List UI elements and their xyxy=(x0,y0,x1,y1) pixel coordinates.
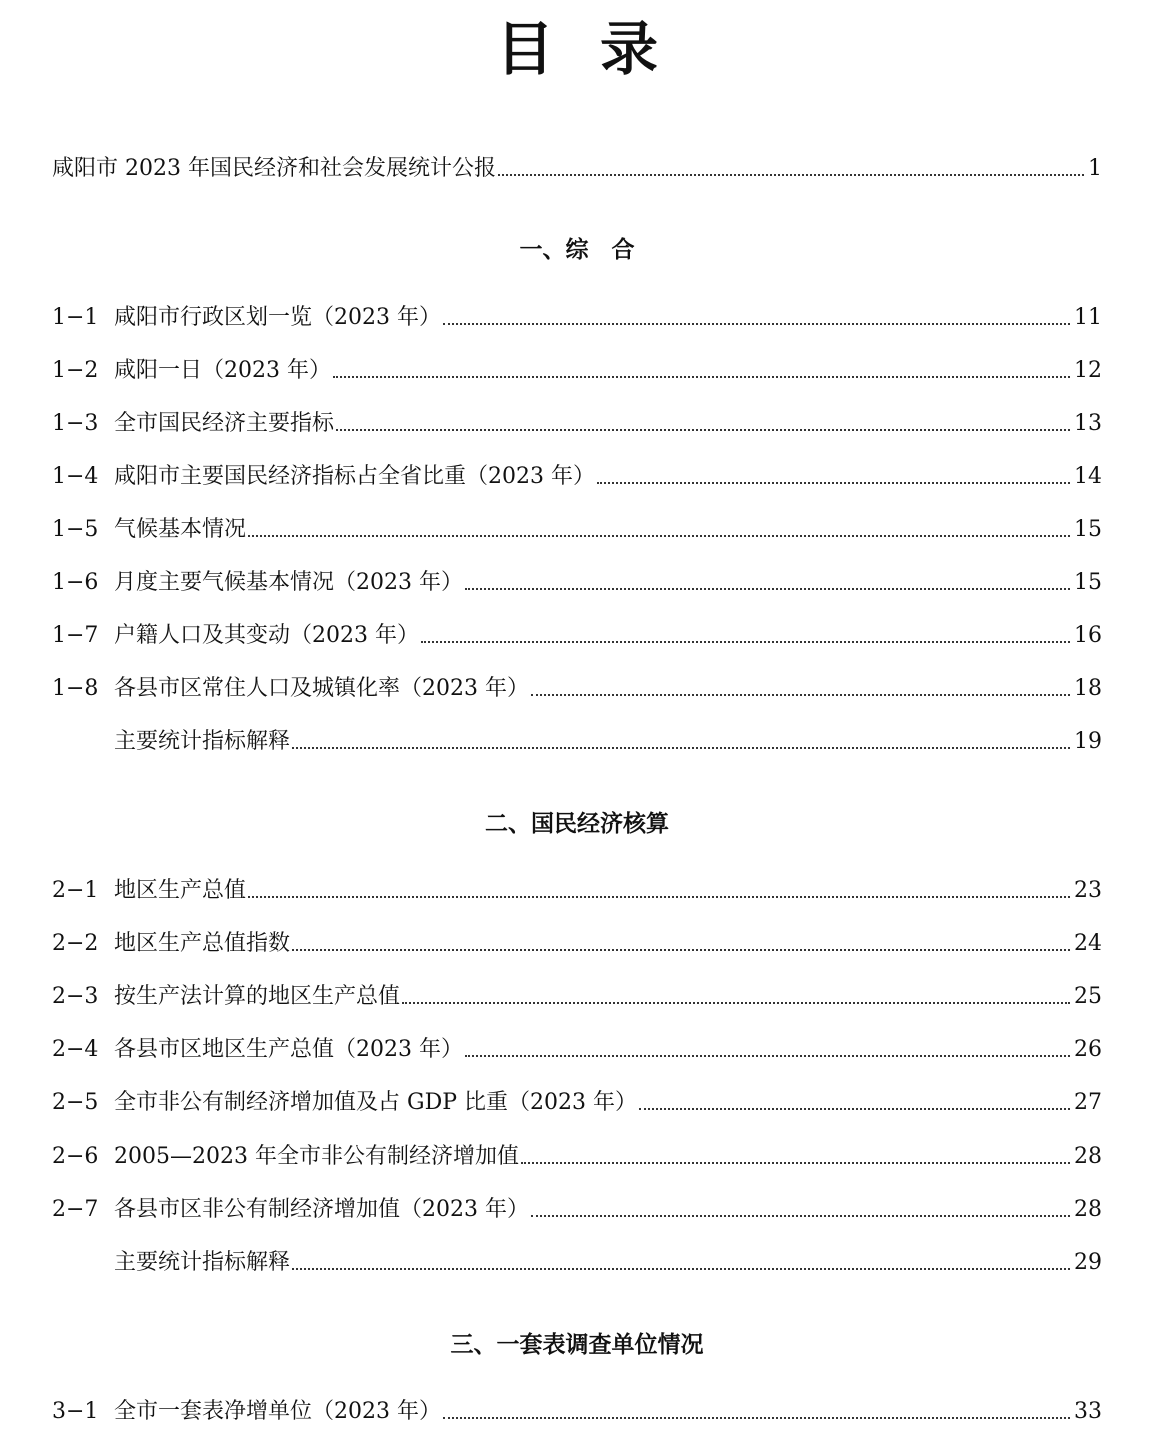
toc-entry-number: 2−2 xyxy=(52,931,99,956)
toc-entry-page: 13 xyxy=(1074,411,1102,436)
toc-entry-page: 23 xyxy=(1074,878,1102,903)
toc-entry[interactable] xyxy=(52,567,1102,599)
toc-entry-number: 1−2 xyxy=(52,358,99,383)
toc-entry-label: 各县市区常住人口及城镇化率（2023 年） xyxy=(114,676,529,701)
toc-entry[interactable] xyxy=(52,1034,1102,1066)
leader-dots xyxy=(292,1268,1070,1270)
toc-entry-page: 24 xyxy=(1074,931,1102,956)
leader-dots xyxy=(639,1108,1070,1110)
toc-entry-page: 19 xyxy=(1074,729,1102,754)
leader-dots xyxy=(597,482,1070,484)
toc-entry-label: 咸阳一日（2023 年） xyxy=(114,358,331,383)
toc-entry[interactable] xyxy=(52,1194,1102,1226)
toc-entry-number: 1−5 xyxy=(52,517,99,542)
toc-entry-label: 按生产法计算的地区生产总值 xyxy=(114,984,401,1009)
toc-entry-number: 1−1 xyxy=(52,305,99,330)
toc-entry[interactable] xyxy=(52,981,1102,1013)
toc-entry-page: 33 xyxy=(1074,1399,1102,1424)
toc-entry-label: 咸阳市 2023 年国民经济和社会发展统计公报 xyxy=(52,156,496,181)
toc-entry-label: 2005—2023 年全市非公有制经济增加值 xyxy=(114,1144,519,1169)
toc-entry-page: 11 xyxy=(1074,305,1102,330)
toc-entry-number: 2−1 xyxy=(52,878,99,903)
toc-entry-label: 地区生产总值 xyxy=(114,878,247,903)
toc-entry-page: 25 xyxy=(1074,984,1102,1009)
toc-entry[interactable] xyxy=(52,408,1102,440)
toc-entry-label: 主要统计指标解释 xyxy=(114,729,291,754)
toc-entry-page: 18 xyxy=(1074,676,1102,701)
toc-entry[interactable] xyxy=(52,673,1102,705)
toc-entry-page: 16 xyxy=(1074,623,1102,648)
toc-entry[interactable] xyxy=(52,461,1102,493)
leader-dots xyxy=(498,174,1084,176)
section-heading: 一、综 合 xyxy=(519,237,635,263)
leader-dots xyxy=(421,641,1070,643)
toc-entry-label: 咸阳市行政区划一览（2023 年） xyxy=(114,305,441,330)
leader-dots xyxy=(465,1055,1070,1057)
page-title xyxy=(0,14,1154,84)
toc-entry-page: 28 xyxy=(1074,1144,1102,1169)
toc-entry-label: 咸阳市主要国民经济指标占全省比重（2023 年） xyxy=(114,464,595,489)
toc-entry-page: 15 xyxy=(1074,517,1102,542)
toc-entry-label: 地区生产总值指数 xyxy=(114,931,291,956)
toc-entry-label: 户籍人口及其变动（2023 年） xyxy=(114,623,419,648)
toc-entry-label: 各县市区非公有制经济增加值（2023 年） xyxy=(114,1197,529,1222)
leader-dots xyxy=(465,588,1070,590)
toc-entry-number: 1−6 xyxy=(52,570,99,595)
toc-entry-number: 1−7 xyxy=(52,623,99,648)
toc-entry-page: 28 xyxy=(1074,1197,1102,1222)
toc-entry-label: 全市国民经济主要指标 xyxy=(114,411,335,436)
toc-entry[interactable] xyxy=(52,514,1102,546)
leader-dots xyxy=(443,1417,1070,1419)
leader-dots xyxy=(292,949,1070,951)
leader-dots xyxy=(292,747,1070,749)
toc-entry-label: 全市非公有制经济增加值及占 GDP 比重（2023 年） xyxy=(114,1090,637,1115)
toc-entry-label: 全市一套表净增单位（2023 年） xyxy=(114,1399,441,1424)
leader-dots xyxy=(531,1215,1070,1217)
toc-entry[interactable] xyxy=(52,726,1102,758)
leader-dots xyxy=(402,1002,1070,1004)
toc-entry-page: 1 xyxy=(1088,156,1102,181)
toc-entry[interactable] xyxy=(52,875,1102,907)
toc-entry[interactable] xyxy=(52,620,1102,652)
toc-entry-number: 2−7 xyxy=(52,1197,99,1222)
toc-entry-page: 12 xyxy=(1074,358,1102,383)
toc-entry-page: 14 xyxy=(1074,464,1102,489)
page-title-char-2: 录 xyxy=(600,15,659,83)
toc-entry-page: 27 xyxy=(1074,1090,1102,1115)
page-title-char-1: 目 xyxy=(495,15,554,83)
toc-entry-label: 主要统计指标解释 xyxy=(114,1250,291,1275)
toc-entry-number: 3−1 xyxy=(52,1399,99,1424)
toc-entry-page: 15 xyxy=(1074,570,1102,595)
toc-entry[interactable] xyxy=(52,1396,1102,1428)
toc-entry[interactable] xyxy=(52,1247,1102,1279)
leader-dots xyxy=(443,323,1070,325)
toc-entry-number: 1−4 xyxy=(52,464,99,489)
toc-entry-label: 各县市区地区生产总值（2023 年） xyxy=(114,1037,463,1062)
toc-entry-number: 2−5 xyxy=(52,1090,99,1115)
toc-entry[interactable] xyxy=(52,1087,1102,1119)
leader-dots xyxy=(333,376,1070,378)
toc-entry-number: 1−3 xyxy=(52,411,99,436)
section-heading: 二、国民经济核算 xyxy=(485,811,669,837)
leader-dots xyxy=(336,429,1070,431)
toc-entry-number: 2−4 xyxy=(52,1037,99,1062)
toc-entry-intro[interactable] xyxy=(52,153,1102,185)
section-heading: 三、一套表调查单位情况 xyxy=(450,1332,704,1358)
toc-entry[interactable] xyxy=(52,355,1102,387)
leader-dots xyxy=(248,535,1070,537)
toc-entry[interactable] xyxy=(52,302,1102,334)
toc-entry-page: 26 xyxy=(1074,1037,1102,1062)
toc-entry[interactable] xyxy=(52,928,1102,960)
leader-dots xyxy=(521,1162,1070,1164)
leader-dots xyxy=(531,694,1070,696)
toc-entry-number: 2−3 xyxy=(52,984,99,1009)
toc-entry-number: 1−8 xyxy=(52,676,99,701)
toc-entry-label: 气候基本情况 xyxy=(114,517,247,542)
toc-entry-page: 29 xyxy=(1074,1250,1102,1275)
toc-entry-number: 2−6 xyxy=(52,1144,99,1169)
toc-entry[interactable] xyxy=(52,1141,1102,1173)
leader-dots xyxy=(248,896,1070,898)
toc-entry-label: 月度主要气候基本情况（2023 年） xyxy=(114,570,463,595)
